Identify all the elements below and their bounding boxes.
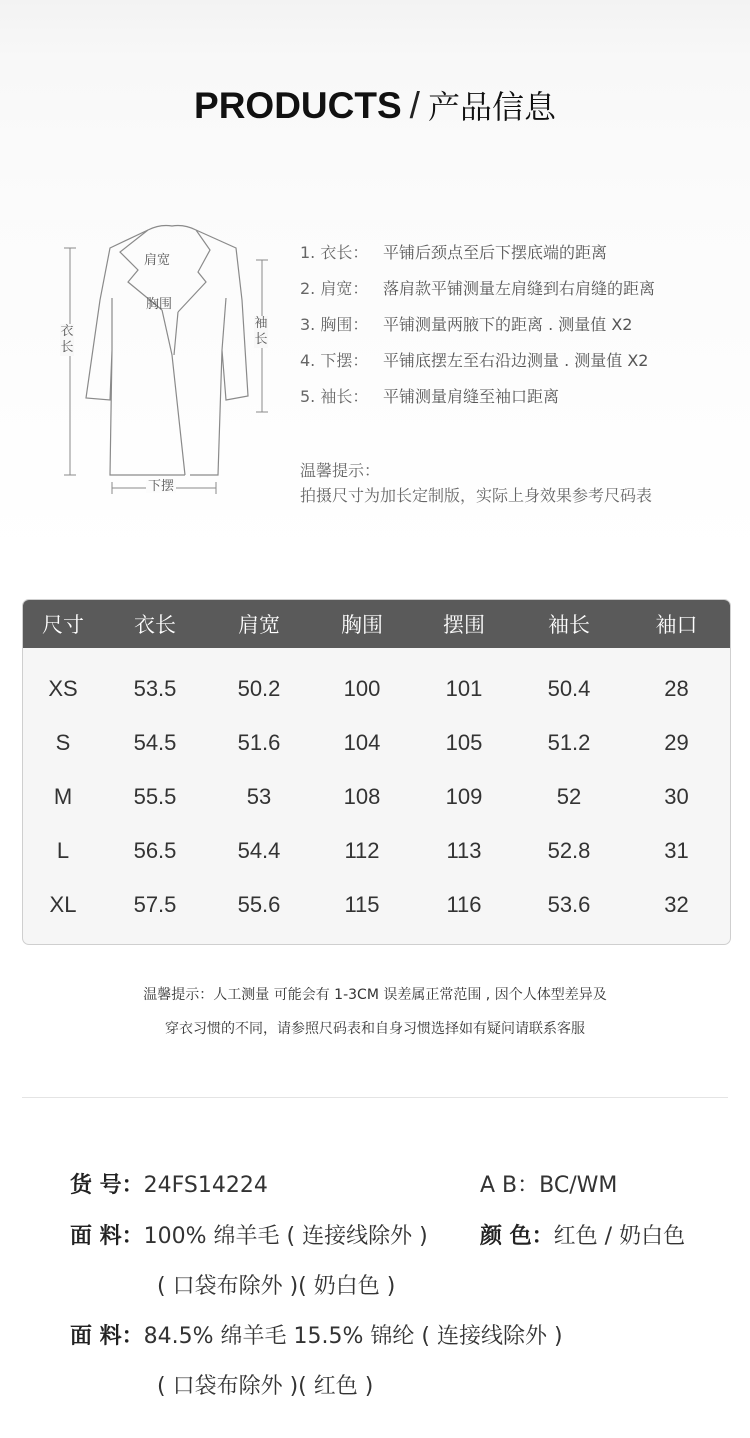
table-cell: 50.4 <box>547 676 591 701</box>
note-item: 4. 下摆： 平铺底摆左至右沿边测量 . 测量值 X2 <box>300 351 649 370</box>
fabric-1-extra: ( 口袋布除外 )( 奶白色 ) <box>157 1274 396 1299</box>
fabric-2-value: 84.5% 绵羊毛 15.5% 锦纶 ( 连接线除外 ) <box>143 1324 563 1349</box>
ab-value: BC/WM <box>539 1173 618 1198</box>
color <box>480 1222 685 1252</box>
ab-code <box>480 1171 617 1201</box>
table-cell: 53.5 <box>133 676 177 701</box>
table-cell: 30 <box>664 784 689 809</box>
tip-text: 拍摄尺寸为加长定制版，实际上身效果参考尺码表 <box>300 486 653 505</box>
shooting-tip <box>300 458 740 508</box>
table-cell: 53.6 <box>547 892 591 917</box>
notice-line-1: 温馨提示：人工测量 可能会有 1-3CM 误差属正常范围 , 因个人体型差异及 <box>143 987 607 1003</box>
table-cell: 31 <box>664 838 689 863</box>
measurement-notice <box>0 978 750 1046</box>
item-number-label: 货 号： <box>70 1173 144 1198</box>
table-cell: XS <box>48 676 78 701</box>
table-cell: 51.2 <box>547 730 591 755</box>
table-cell: 52.8 <box>547 838 591 863</box>
table-cell: 54.5 <box>133 730 177 755</box>
measurement-notes <box>300 240 740 420</box>
table-cell: L <box>56 838 70 863</box>
title-separator: / <box>409 85 420 126</box>
note-item: 2. 肩宽： 落肩款平铺测量左肩缝到右肩缝的距离 <box>300 279 656 298</box>
diagram-label-length: 衣长 <box>60 324 74 355</box>
title-en: PRODUCTS <box>194 85 402 126</box>
table-cell: 29 <box>664 730 689 755</box>
color-label: 颜 色： <box>480 1224 554 1249</box>
page-title <box>0 82 750 128</box>
header-cell: 袖长 <box>548 613 590 637</box>
diagram-label-chest: 胸围 <box>146 297 173 312</box>
table-cell: 104 <box>343 730 381 755</box>
table-cell: M <box>53 784 73 809</box>
table-cell: 108 <box>343 784 381 809</box>
table-cell: 56.5 <box>133 838 177 863</box>
table-cell: 112 <box>344 838 380 863</box>
table-cell: 54.4 <box>237 838 281 863</box>
table-cell: 109 <box>445 784 483 809</box>
table-row <box>23 662 730 716</box>
table-cell: 28 <box>664 676 689 701</box>
color-value: 红色 / 奶白色 <box>553 1224 686 1249</box>
section-divider <box>22 1097 728 1098</box>
table-cell: 32 <box>664 892 689 917</box>
header-cell: 衣长 <box>134 613 176 637</box>
header-cell: 摆围 <box>443 613 485 637</box>
size-table <box>22 599 731 945</box>
table-cell: 51.6 <box>237 730 281 755</box>
table-row <box>23 716 730 770</box>
note-item: 1. 衣长： 平铺后颈点至后下摆底端的距离 <box>300 243 608 262</box>
header-cell: 尺寸 <box>42 613 84 637</box>
fabric-1 <box>70 1222 428 1252</box>
ab-label: A B： <box>480 1173 540 1198</box>
table-cell: 101 <box>445 676 483 701</box>
fabric-1-value: 100% 绵羊毛 ( 连接线除外 ) <box>143 1224 428 1249</box>
table-body <box>23 648 730 932</box>
diagram-label-shoulder: 肩宽 <box>144 253 171 268</box>
table-header <box>23 600 730 648</box>
note-item: 3. 胸围： 平铺测量两腋下的距离 . 测量值 X2 <box>300 315 633 334</box>
coat-diagram <box>50 220 290 510</box>
table-cell: XL <box>49 892 77 917</box>
table-cell: 57.5 <box>133 892 177 917</box>
table-cell: S <box>55 730 71 755</box>
header-cell: 袖口 <box>655 613 698 637</box>
header-cell: 胸围 <box>341 613 383 637</box>
tip-title: 温馨提示： <box>300 461 381 480</box>
table-cell: 105 <box>445 730 483 755</box>
table-row <box>23 824 730 878</box>
header-cell: 肩宽 <box>238 613 280 637</box>
table-cell: 55.6 <box>237 892 281 917</box>
diagram-label-sleeve: 袖长 <box>254 316 268 347</box>
fabric-2-extra: ( 口袋布除外 )( 红色 ) <box>157 1374 374 1399</box>
item-number-value: 24FS14224 <box>143 1173 268 1198</box>
fabric-2 <box>70 1322 563 1352</box>
table-cell: 52 <box>556 784 582 809</box>
title-cn: 产品信息 <box>427 88 556 126</box>
fabric-1-label: 面 料： <box>70 1224 144 1249</box>
table-cell: 116 <box>446 892 482 917</box>
diagram-label-hem: 下摆 <box>148 479 175 494</box>
table-cell: 115 <box>344 892 380 917</box>
table-cell: 53 <box>246 784 272 809</box>
fabric-2-label: 面 料： <box>70 1324 144 1349</box>
note-item: 5. 袖长： 平铺测量肩缝至袖口距离 <box>300 387 560 406</box>
table-row <box>23 878 730 932</box>
notice-line-2: 穿衣习惯的不同，请参照尺码表和自身习惯选择如有疑问请联系客服 <box>165 1021 585 1037</box>
table-cell: 113 <box>446 838 482 863</box>
item-number <box>70 1171 268 1201</box>
table-cell: 55.5 <box>133 784 177 809</box>
table-cell: 50.2 <box>237 676 281 701</box>
table-row <box>23 770 730 824</box>
table-cell: 100 <box>343 676 381 701</box>
